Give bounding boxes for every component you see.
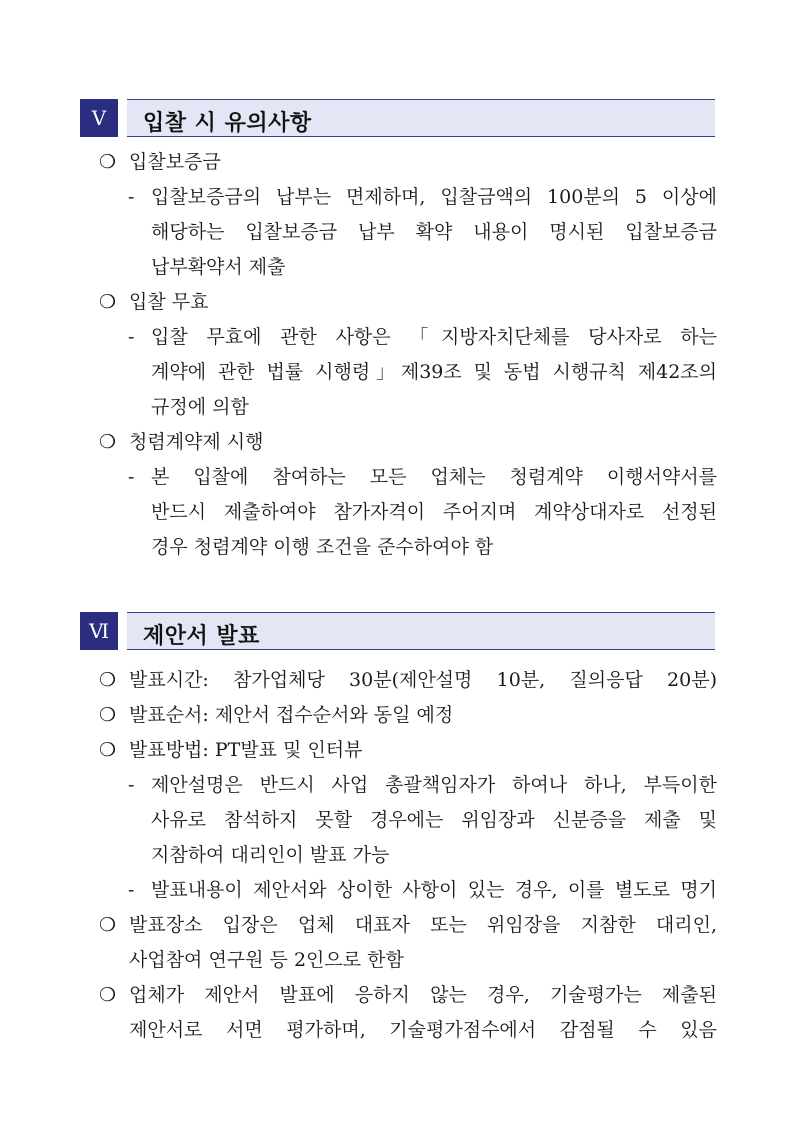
bullet-icon: ❍	[99, 914, 117, 936]
bullet-icon: ❍	[99, 431, 117, 453]
section-5-title: 입찰 시 유의사항	[143, 111, 312, 136]
section-6-title-bar	[127, 612, 715, 650]
sub-text-line: 반드시 제출하여야 참가자격이 주어지며 계약상대자로 선정된	[151, 501, 717, 523]
item-text-line: 제안서로 서면 평가하며, 기술평가점수에서 감점될 수 있음	[129, 1019, 717, 1041]
section-5-title-bar	[127, 99, 715, 137]
sub-text-line: 경우 청렴계약 이행 조건을 준수하여야 함	[151, 536, 494, 558]
bullet-icon: ❍	[99, 151, 117, 173]
sub-text-line: 입찰 무효에 관한 사항은 「지방자치단체를 당사자로 하는	[151, 326, 717, 348]
bullet-icon: ❍	[99, 704, 117, 726]
item-label: 청렴계약제 시행	[129, 431, 264, 453]
dash-marker: -	[128, 774, 135, 796]
bullet-icon: ❍	[99, 739, 117, 761]
dash-marker: -	[128, 186, 135, 208]
sub-text-line: 입찰보증금의 납부는 면제하며, 입찰금액의 100분의 5 이상에	[151, 186, 717, 208]
bullet-icon: ❍	[99, 984, 117, 1006]
item-text-line: 발표장소 입장은 업체 대표자 또는 위임장을 지참한 대리인,	[129, 914, 717, 936]
sub-text-line: 납부확약서 제출	[151, 256, 286, 278]
sub-text-line: 본 입찰에 참여하는 모든 업체는 청렴계약 이행서약서를	[151, 466, 717, 488]
sub-text-line: 발표내용이 제안서와 상이한 사항이 있는 경우, 이를 별도로 명기	[151, 879, 717, 901]
section-6-header	[80, 612, 715, 650]
item-text-line: 발표시간: 참가업체당 30분(제안설명 10분, 질의응답 20분)	[129, 669, 717, 691]
sub-text-line: 사유로 참석하지 못할 경우에는 위임장과 신분증을 제출 및	[151, 809, 717, 831]
item-text-line: 발표방법: PT발표 및 인터뷰	[129, 739, 363, 761]
item-text-line: 업체가 제안서 발표에 응하지 않는 경우, 기술평가는 제출된	[129, 984, 717, 1006]
section-6-title: 제안서 발표	[143, 624, 260, 649]
section-5-header	[80, 99, 715, 137]
bullet-icon: ❍	[99, 291, 117, 313]
item-text-line: 사업참여 연구원 등 2인으로 한함	[129, 949, 404, 971]
sub-text-line: 해당하는 입찰보증금 납부 확약 내용이 명시된 입찰보증금	[151, 221, 717, 243]
section-5-number: V	[80, 99, 118, 137]
sub-text-line: 제안설명은 반드시 사업 총괄책임자가 하여나 하나, 부득이한	[151, 774, 717, 796]
sub-text-line: 규정에 의함	[151, 396, 249, 418]
dash-marker: -	[128, 879, 135, 901]
dash-marker: -	[128, 466, 135, 488]
sub-text-line: 지참하여 대리인이 발표 가능	[151, 844, 390, 866]
item-label: 입찰 무효	[129, 291, 209, 313]
item-label: 입찰보증금	[129, 151, 221, 173]
dash-marker: -	[128, 326, 135, 348]
bullet-icon: ❍	[99, 669, 117, 691]
section-6-number: Ⅵ	[80, 612, 118, 650]
item-text-line: 발표순서: 제안서 접수순서와 동일 예정	[129, 704, 454, 726]
sub-text-line: 계약에 관한 법률 시행령」제39조 및 동법 시행규칙 제42조의	[151, 361, 717, 383]
